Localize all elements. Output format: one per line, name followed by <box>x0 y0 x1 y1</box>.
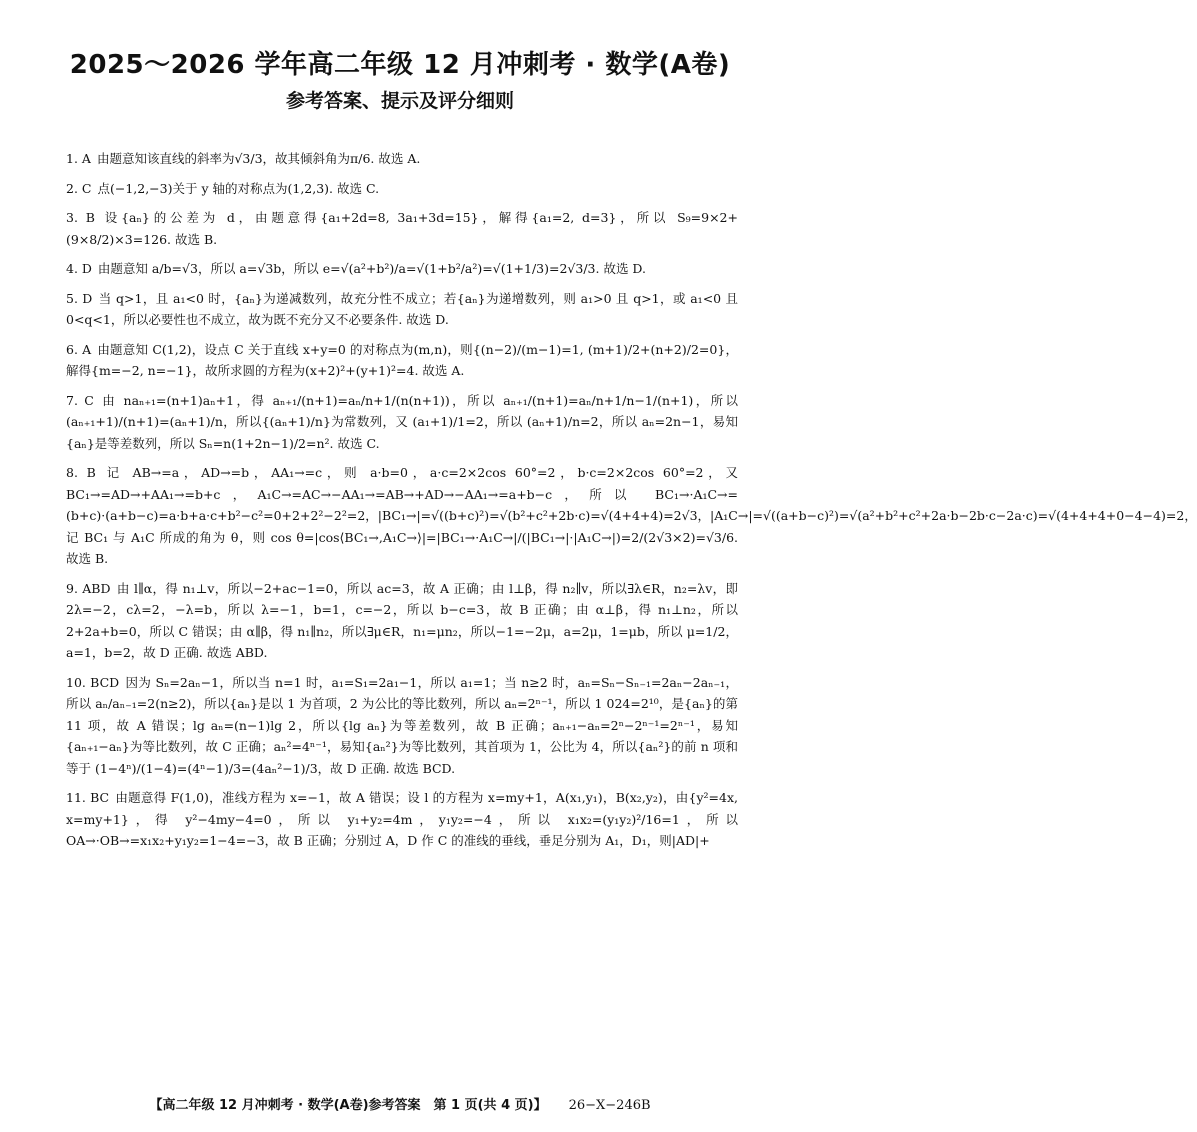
answer-explanation: 由 l∥α，得 n₁⊥v，所以−2+ac−1=0，所以 ac=3，故 A 正确；由 l⊥β，得 n₂∥v，所以∃λ∈R，n₂=λv，即 2λ=−2，cλ=2，−λ=b，所以 λ=−1，b=1，c=−2，所以 b−c=3，故 B 正确；由 α⊥β，得 n₁⊥n₂，所以 2+2a+b=0，所以 C 错误；由 α∥β，得 n₁∥n₂，所以∃μ∈R，n₁=μn₂，所以−1=−2μ，a=2μ，1=μb，所以 μ=1/2，a=1，b=2，故 D 正确. 故选 ABD. <box>66 580 738 660</box>
answer-item <box>66 672 738 780</box>
answer-number: 3. B <box>66 210 95 225</box>
answer-explanation: 由题意知 a/b=√3，所以 a=√3b，所以 e=√(a²+b²)/a=√(1+b²/a²)=√(1+1/3)=2√3/3. 故选 D. <box>97 261 646 276</box>
answer-explanation: 由题意知 C(1,2)，设点 C 关于直线 x+y=0 的对称点为(m,n)，则{(n−2)/(m−1)=1, (m+1)/2+(n+2)/2=0}，解得{m=−2, n=−1}，故所求圆的方程为(x+2)²+(y+1)²=4. 故选 A. <box>66 341 738 378</box>
answer-explanation: 当 q>1，且 a₁<0 时，{aₙ}为递减数列，故充分性不成立；若{aₙ}为递增数列，则 a₁>0 且 q>1，或 a₁<0 且 0<q<1，所以必要性也不成立，故为既不充分又不必要条件. 故选 D. <box>66 290 738 327</box>
answer-item <box>66 787 738 852</box>
page-subtitle: 参考答案、提示及评分细则 <box>285 90 514 112</box>
answer-number: 8. B <box>66 465 96 480</box>
page-title: 2025～2026 学年高二年级 12 月冲刺考 · 数学(A卷) <box>69 50 731 80</box>
answer-list <box>66 148 1197 860</box>
answer-item <box>66 178 738 200</box>
answer-item <box>66 462 1197 570</box>
answer-item <box>66 207 738 250</box>
footer-text: 【高二年级 12 月冲刺考 · 数学(A卷)参考答案 第 1 页(共 4 页)】 <box>149 1098 547 1113</box>
answer-number: 11. BC <box>66 790 110 805</box>
answer-explanation: 由题意知该直线的斜率为√3/3，故其倾斜角为π/6. 故选 A. <box>96 151 421 166</box>
answer-number: 5. D <box>66 290 93 306</box>
answer-number: 1. A <box>66 151 91 166</box>
answer-item <box>66 390 738 455</box>
footer-code: 26−X−246B <box>568 1098 651 1113</box>
answer-number: 7. C <box>66 392 94 408</box>
answer-number: 4. D <box>66 261 92 276</box>
answer-explanation: 由 naₙ₊₁=(n+1)aₙ+1，得 aₙ₊₁/(n+1)=aₙ/n+1/(n(n+1))，所以 aₙ₊₁/(n+1)=aₙ/n+1/n−1/(n+1)，所以 (aₙ₊₁+1)/(n+1)=(aₙ+1)/n，所以{(aₙ+1)/n}为常数列，又 (a₁+1)/1=2，所以 (aₙ+1)/n=2，所以 aₙ=2n−1，易知{aₙ}是等差数列，所以 Sₙ=n(1+2n−1)/2=n². 故选 C. <box>66 392 738 451</box>
answer-number: 2. C <box>66 180 92 196</box>
answer-item <box>66 339 738 382</box>
answer-explanation: 由题意得 F(1,0)，准线方程为 x=−1，故 A 错误；设 l 的方程为 x=my+1，A(x₁,y₁)，B(x₂,y₂)，由{y²=4x, x=my+1}，得 y²−4my−4=0，所以 y₁+y₂=4m，y₁y₂=−4，所以 x₁x₂=(y₁y₂)²/16=1，所以 OA→·OB→=x₁x₂+y₁y₂=1−4=−3，故 B 正确；分别过 A，D 作 C 的准线的垂线，垂足分别为 A₁，D₁，则|AD|+ <box>66 790 738 848</box>
page-footer <box>0 1094 800 1113</box>
answer-item <box>66 148 738 170</box>
answer-item <box>66 578 738 664</box>
answer-explanation: 设{aₙ}的公差为 d，由题意得{a₁+2d=8, 3a₁+3d=15}，解得{a₁=2, d=3}，所以 S₉=9×2+(9×8/2)×3=126. 故选 B. <box>66 210 738 247</box>
answer-item <box>66 258 738 280</box>
answer-number: 9. ABD <box>66 580 111 596</box>
answer-item <box>66 288 738 331</box>
answer-explanation: 记 AB→=a，AD→=b，AA₁→=c，则 a·b=0，a·c=2×2cos 60°=2，b·c=2×2cos 60°=2，又 BC₁→=AD→+AA₁→=b+c，A₁C→=AC→−AA₁→=AB→+AD→−AA₁→=a+b−c，所以 BC₁→·A₁C→=(b+c)·(a+b−c)=a·b+a·c+b²−c²=0+2+2²−2²=2，|BC₁→|=√((b+c)²)=√(b²+c²+2b·c)=√(4+4+4)=2√3，|A₁C→|=√((a+b−c)²)=√(a²+b²+c²+2a·b−2b·c−2a·c)=√(4+4+4+0−4−4)=2，记 BC₁ 与 A₁C 所成的角为 θ，则 cos θ=|cos⟨BC₁→,A₁C→⟩|=|BC₁→·A₁C→|/(|BC₁→|·|A₁C→|)=2/(2√3×2)=√3/6. 故选 B. <box>66 465 1197 566</box>
answer-number: 6. A <box>66 341 92 357</box>
answer-explanation: 点(−1,2,−3)关于 y 轴的对称点为(1,2,3). 故选 C. <box>97 180 380 196</box>
answer-number: 10. BCD <box>66 674 120 690</box>
answer-explanation: 因为 Sₙ=2aₙ−1，所以当 n=1 时，a₁=S₁=2a₁−1，所以 a₁=1；当 n≥2 时，aₙ=Sₙ−Sₙ₋₁=2aₙ−2aₙ₋₁，所以 aₙ/aₙ₋₁=2(n≥2)，所以{aₙ}是以 1 为首项，2 为公比的等比数列，所以 aₙ=2ⁿ⁻¹，所以 1 024=2¹⁰，是{aₙ}的第 11 项，故 A 错误；lg aₙ=(n−1)lg 2，所以{lg aₙ}为等差数列，故 B 正确；aₙ₊₁−aₙ=2ⁿ−2ⁿ⁻¹=2ⁿ⁻¹，易知{aₙ₊₁−aₙ}为等比数列，故 C 正确；aₙ²=4ⁿ⁻¹，易知{aₙ²}为等比数列，其首项为 1，公比为 4，所以{aₙ²}的前 n 项和等于 (1−4ⁿ)/(1−4)=(4ⁿ−1)/3=(4aₙ²−1)/3，故 D 正确. 故选 BCD. <box>66 674 738 776</box>
